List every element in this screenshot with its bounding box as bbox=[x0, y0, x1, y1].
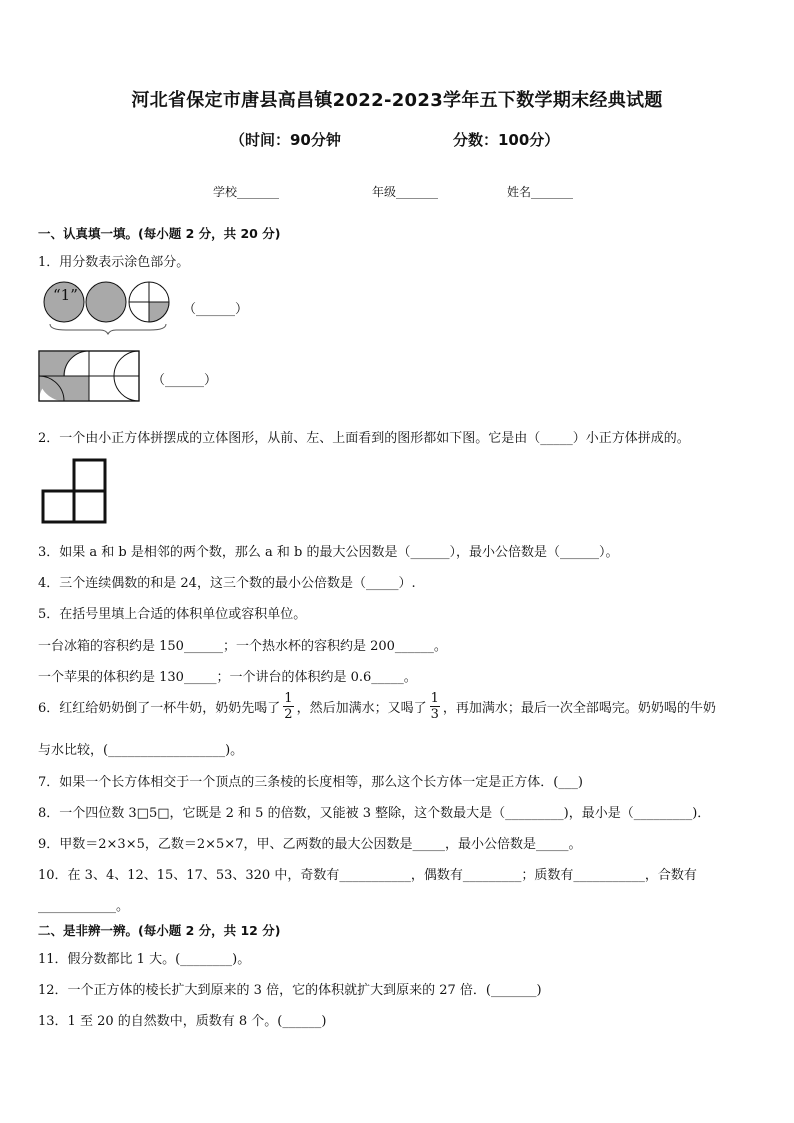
question-8: 8．一个四位数 3□5□，它既是 2 和 5 的倍数，又能被 3 整除，这个数最大是（_________)，最小是（_________)． bbox=[38, 806, 711, 821]
question-2: 2．一个由小正方体拼摆成的立体图形，从前、左、上面看到的图形都如下图。它是由（_____）小正方体拼成的。 bbox=[38, 431, 690, 446]
question-1: 1．用分数表示涂色部分。 bbox=[38, 255, 190, 270]
question-10-line-2: ____________。 bbox=[38, 899, 130, 914]
q1-circle-2 bbox=[86, 282, 126, 322]
question-5: 5．在括号里填上合适的体积单位或容积单位。 bbox=[38, 607, 307, 622]
school-field: 学校_______ bbox=[213, 185, 280, 199]
question-9: 9．甲数＝2×3×5，乙数＝2×5×7，甲、乙两数的最大公因数是_____，最小公倍数是_____。 bbox=[38, 837, 582, 852]
q2-cube-view-figure bbox=[40, 458, 110, 526]
name-field: 姓名_______ bbox=[507, 185, 574, 199]
q6-text-b: ，然后加满水；又喝了 bbox=[296, 701, 427, 716]
question-4: 4．三个连续偶数的和是 24，这三个数的最小公倍数是（_____）. bbox=[38, 576, 416, 591]
question-7: 7．如果一个长方体相交于一个顶点的三条棱的长度相等，那么这个长方体一定是正方体．(___) bbox=[38, 775, 583, 790]
section-1-heading: 一、认真填一填。(每小题 2 分，共 20 分) bbox=[38, 226, 281, 241]
question-13: 13．1 至 20 的自然数中，质数有 8 个。(______) bbox=[38, 1014, 327, 1029]
question-5-line-1: 一台冰箱的容积约是 150______；一个热水杯的容积约是 200______。 bbox=[38, 639, 447, 654]
question-5-line-2: 一个苹果的体积约是 130_____；一个讲台的体积约是 0.6_____。 bbox=[38, 670, 417, 685]
q6-fraction-third: $\frac{1}{3}$ bbox=[430, 691, 439, 722]
grade-field: 年级_______ bbox=[372, 185, 439, 199]
q2-square-top bbox=[74, 460, 105, 491]
question-3: 3．如果 a 和 b 是相邻的两个数，那么 a 和 b 的最大公因数是（______），最小公倍数是（______）。 bbox=[38, 545, 619, 560]
q1-unit-label: “1” bbox=[53, 286, 78, 304]
q6-fraction-half: $\frac{1}{2}$ bbox=[284, 691, 293, 722]
section-2-heading: 二、是非辨一辨。(每小题 2 分，共 12 分) bbox=[38, 923, 281, 938]
q1-blank-b[interactable]: （______） bbox=[152, 373, 218, 388]
q1-blank-a[interactable]: （______） bbox=[183, 302, 249, 317]
score-label: 分数：100分） bbox=[453, 131, 560, 149]
question-6-line-2: 与水比较，(__________________)。 bbox=[38, 743, 244, 758]
q1-rectangle-figure bbox=[38, 350, 144, 404]
q1-circle-3-shaded-quarter bbox=[149, 302, 169, 322]
question-6 bbox=[38, 691, 716, 722]
page-title: 河北省保定市唐县高昌镇2022-2023学年五下数学期末经典试题 bbox=[131, 90, 663, 111]
question-10: 10．在 3、4、12、15、17、53、320 中，奇数有___________，偶数有_________；质数有___________，合数有 bbox=[38, 868, 697, 883]
q1-brace bbox=[50, 324, 166, 334]
q6-text-c: ，再加满水；最后一次全部喝完。奶奶喝的牛奶 bbox=[442, 701, 716, 716]
time-label: （时间：90分钟 bbox=[230, 131, 341, 149]
question-12: 12．一个正方体的棱长扩大到原来的 3 倍，它的体积就扩大到原来的 27 倍．(_______) bbox=[38, 983, 542, 998]
q2-square-bottom-left bbox=[43, 491, 74, 522]
question-11: 11．假分数都比 1 大。(________)。 bbox=[38, 952, 251, 967]
q2-square-bottom-right bbox=[74, 491, 105, 522]
q6-text-a: 6．红红给奶奶倒了一杯牛奶，奶奶先喝了 bbox=[38, 701, 281, 716]
